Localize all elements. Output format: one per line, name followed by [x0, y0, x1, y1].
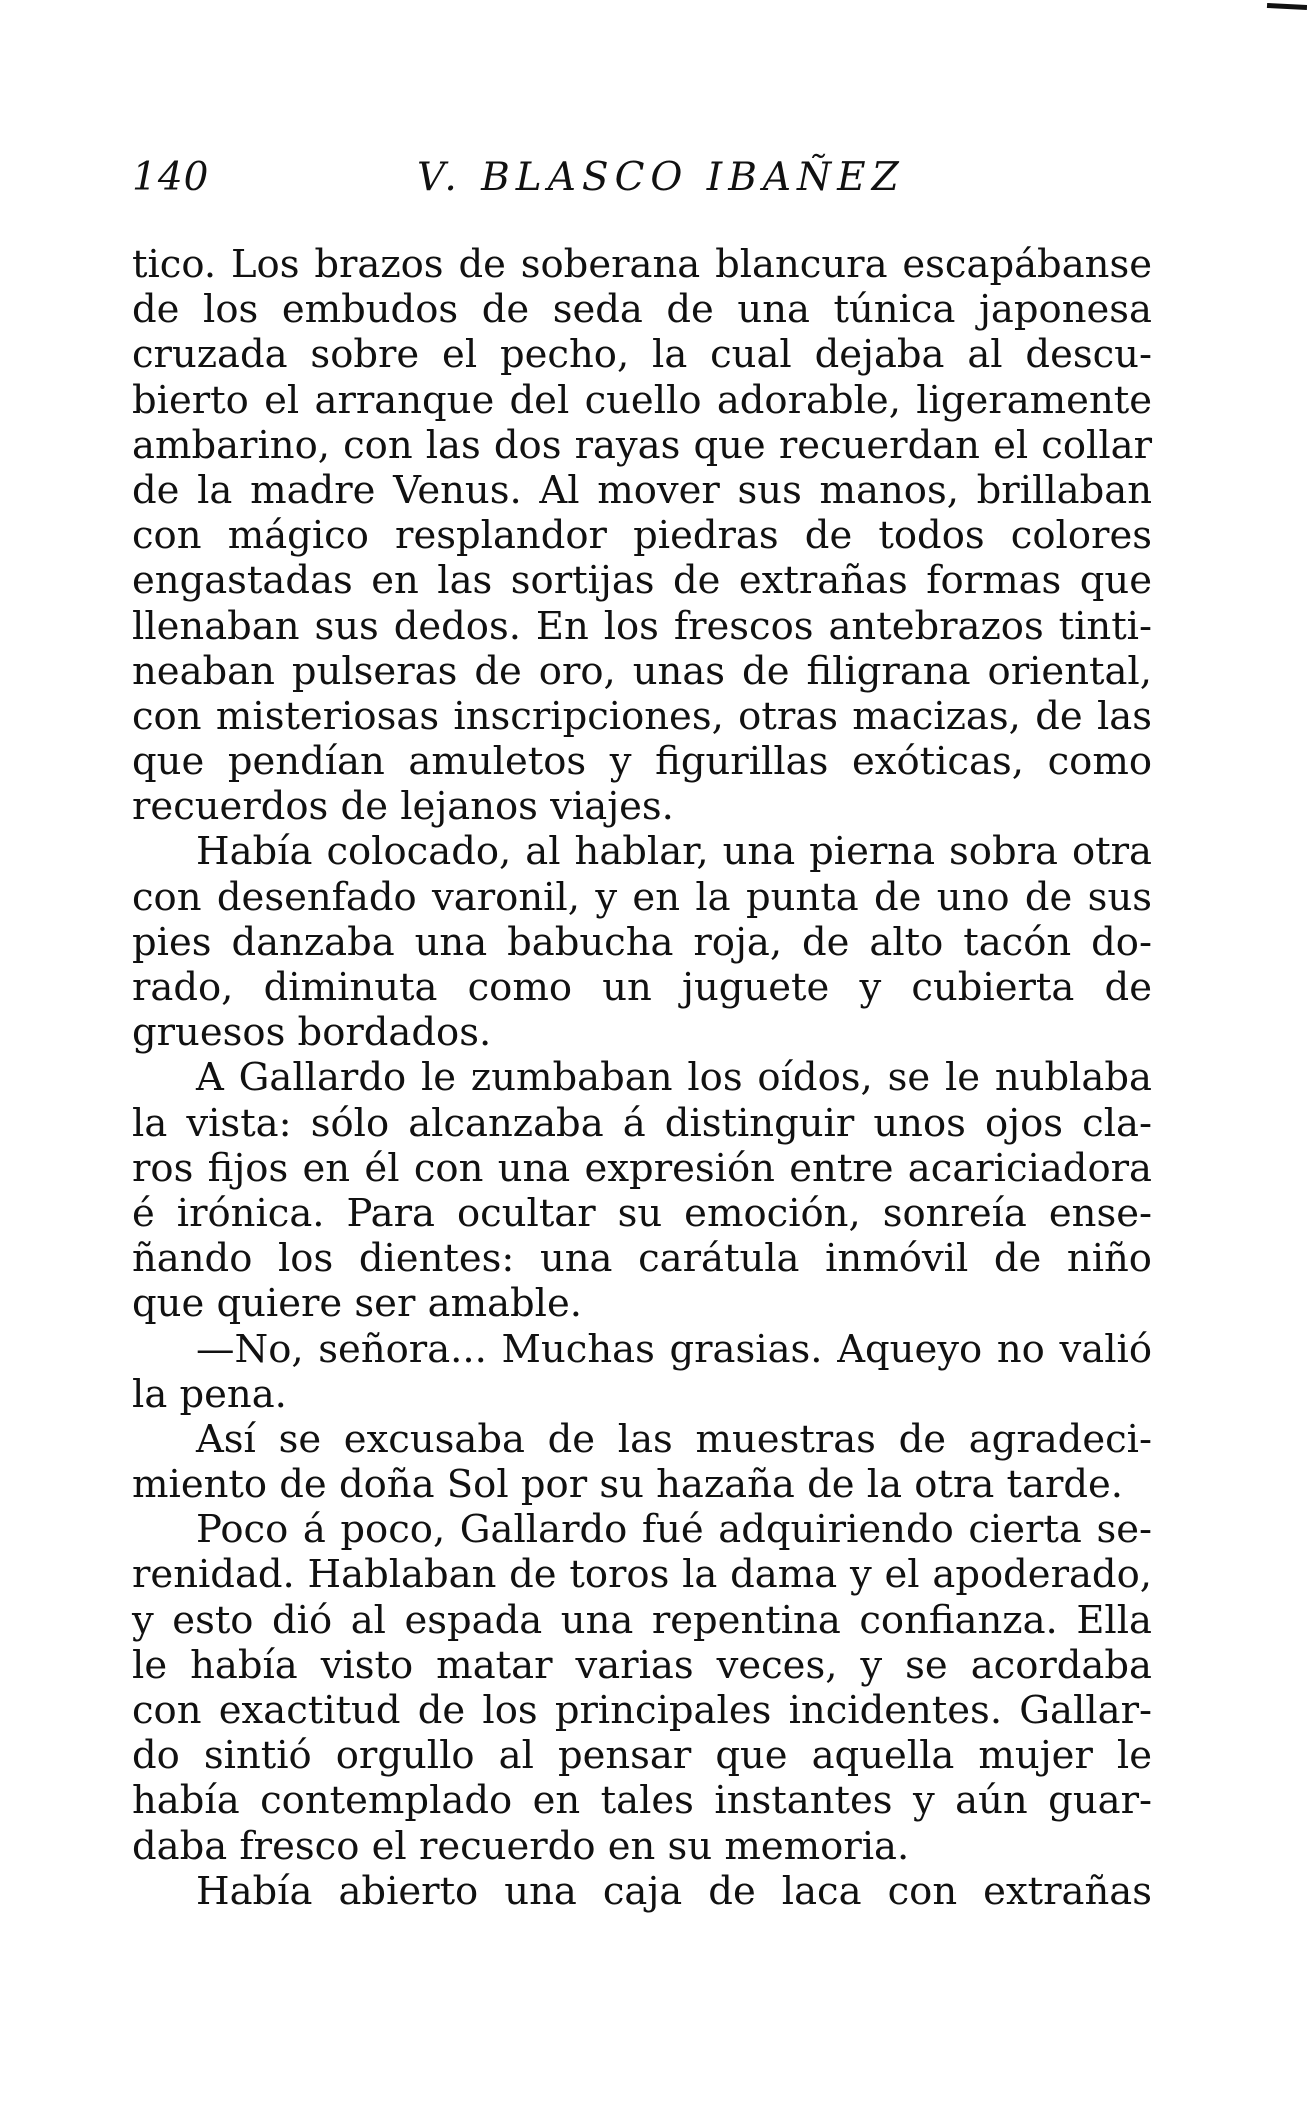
- text-line: que quiere ser amable.: [132, 1281, 583, 1327]
- text-line: con misteriosas inscripciones, otras macizas, de las: [132, 693, 1152, 739]
- text-line: é irónica. Para ocultar su emoción, sonreía ense-: [132, 1190, 1152, 1236]
- text-line: y esto dió al espada una repentina confianza. Ella: [132, 1597, 1152, 1643]
- text-line: le había visto matar varias veces, y se acordaba: [132, 1642, 1152, 1688]
- text-line: la vista: sólo alcanzaba á distinguir unos ojos cla-: [132, 1100, 1152, 1146]
- text-line: A Gallardo le zumbaban los oídos, se le nublaba: [196, 1055, 1152, 1101]
- text-line: Había colocado, al hablar, una pierna sobra otra: [196, 829, 1152, 875]
- text-line: engastadas en las sortijas de extrañas formas que: [132, 558, 1152, 604]
- text-line: daba fresco el recuerdo en su memoria.: [132, 1823, 910, 1869]
- page-number: 140: [132, 155, 210, 200]
- text-line: do sintió orgullo al pensar que aquella mujer le: [132, 1733, 1152, 1779]
- text-line: —No, señora... Muchas grasias. Aqueyo no valió: [196, 1326, 1152, 1372]
- text-line: Poco á poco, Gallardo fué adquiriendo cierta se-: [196, 1507, 1152, 1553]
- text-line: miento de doña Sol por su hazaña de la otra tarde.: [132, 1462, 1124, 1508]
- text-line: con exactitud de los principales incidentes. Gallar-: [132, 1688, 1152, 1733]
- text-line: gruesos bordados.: [132, 1010, 492, 1056]
- text-line: bierto el arranque del cuello adorable, ligeramente: [132, 377, 1152, 423]
- text-line: recuerdos de lejanos viajes.: [132, 784, 674, 830]
- text-line: de la madre Venus. Al mover sus manos, brillaban: [132, 467, 1152, 513]
- text-line: ros fijos en él con una expresión entre acariciadora: [132, 1145, 1152, 1191]
- text-line: pies danzaba una babucha roja, de alto tacón do-: [132, 919, 1152, 965]
- text-line: ambarino, con las dos rayas que recuerdan el collar: [132, 422, 1152, 468]
- text-line: cruzada sobre el pecho, la cual dejaba al descu-: [132, 332, 1152, 378]
- text-line: llenaban sus dedos. En los frescos antebrazos tinti-: [132, 603, 1152, 649]
- text-line: con desenfado varonil, y en la punta de uno de sus: [132, 874, 1152, 920]
- text-line: Había abierto una caja de laca con extrañas: [196, 1868, 1152, 1914]
- text-line: la pena.: [132, 1371, 287, 1417]
- page-header: [132, 155, 1152, 215]
- text-line: neaban pulseras de oro, unas de filigrana oriental,: [132, 648, 1152, 694]
- text-line: rado, diminuta como un juguete y cubierta de: [132, 965, 1152, 1010]
- body-text: [132, 242, 1152, 1914]
- text-line: de los embudos de seda de una túnica japonesa: [132, 287, 1152, 333]
- text-line: renidad. Hablaban de toros la dama y el apoderado,: [132, 1552, 1152, 1598]
- text-line: que pendían amuletos y figurillas exóticas, como: [132, 739, 1152, 785]
- scan-corner-mark: [1267, 3, 1307, 10]
- text-line: tico. Los brazos de soberana blancura escapábanse: [132, 242, 1152, 287]
- text-line: había contemplado en tales instantes y aún guar-: [132, 1778, 1152, 1824]
- text-line: ñando los dientes: una carátula inmóvil de niño: [132, 1236, 1152, 1282]
- text-line: con mágico resplandor piedras de todos colores: [132, 513, 1152, 559]
- text-line: Así se excusaba de las muestras de agradeci-: [196, 1416, 1152, 1462]
- running-head: V. BLASCO IBAÑEZ: [417, 155, 905, 200]
